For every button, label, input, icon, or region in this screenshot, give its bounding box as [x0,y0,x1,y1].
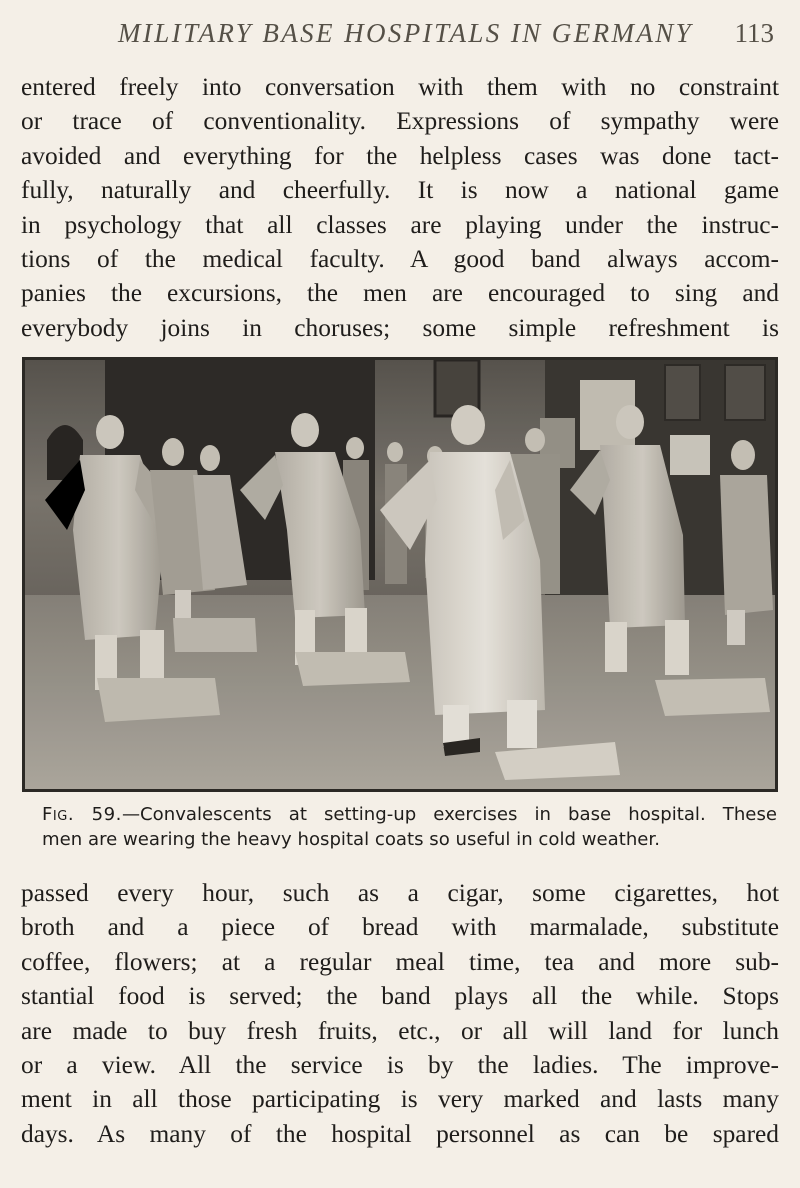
text-line: days. As many of the hospital personnel as can be spared [21,1119,779,1148]
figure-photograph [22,357,778,792]
text-line: avoided and everything for the helpless cases was done tact- [21,141,779,170]
text-line: stantial food is served; the band plays all the while. Stops [21,982,779,1011]
text-line: fully, naturally and cheerfully. It is now a national game [21,176,779,205]
text-line: or a view. All the service is by the ladies. The improve- [21,1051,779,1080]
caption-line [42,802,777,827]
body-text-top [21,70,779,345]
text-line: passed every hour, such as a cigar, some cigarettes, hot [21,879,779,907]
text-line: coffee, flowers; at a regular meal time, tea and more sub- [21,947,779,976]
body-text-bottom [21,876,779,1151]
text-line: ment in all those participating is very marked and lasts many [21,1085,779,1114]
text-line: panies the excursions, the men are encouraged to sing and [21,279,779,308]
page-number: 113 [734,18,774,48]
text-line: tions of the medical faculty. A good band always accom- [21,245,779,274]
exercise-photo-illustration [25,360,775,789]
caption-text: —Convalescents at setting-up exercises in base hospital. These [121,804,778,825]
text-line: in psychology that all classes are playing under the instruc- [21,210,779,239]
running-title: MILITARY BASE HOSPITALS IN GERMANY [118,18,694,48]
figure-label: Fig. 59. [42,804,122,825]
text-line: entered freely into conversation with them with no constraint [21,73,779,101]
running-header [0,18,800,56]
text-line: everybody joins in choruses; some simple refreshment is [21,313,779,342]
text-line: or trace of conventionality. Expressions of sympathy were [21,107,779,136]
figure-caption [42,802,777,852]
caption-line: men are wearing the heavy hospital coats so useful in cold weather. [42,829,660,850]
text-line: are made to buy fresh fruits, etc., or all will land for lunch [21,1016,779,1045]
text-line: broth and a piece of bread with marmalade, substitute [21,913,779,942]
